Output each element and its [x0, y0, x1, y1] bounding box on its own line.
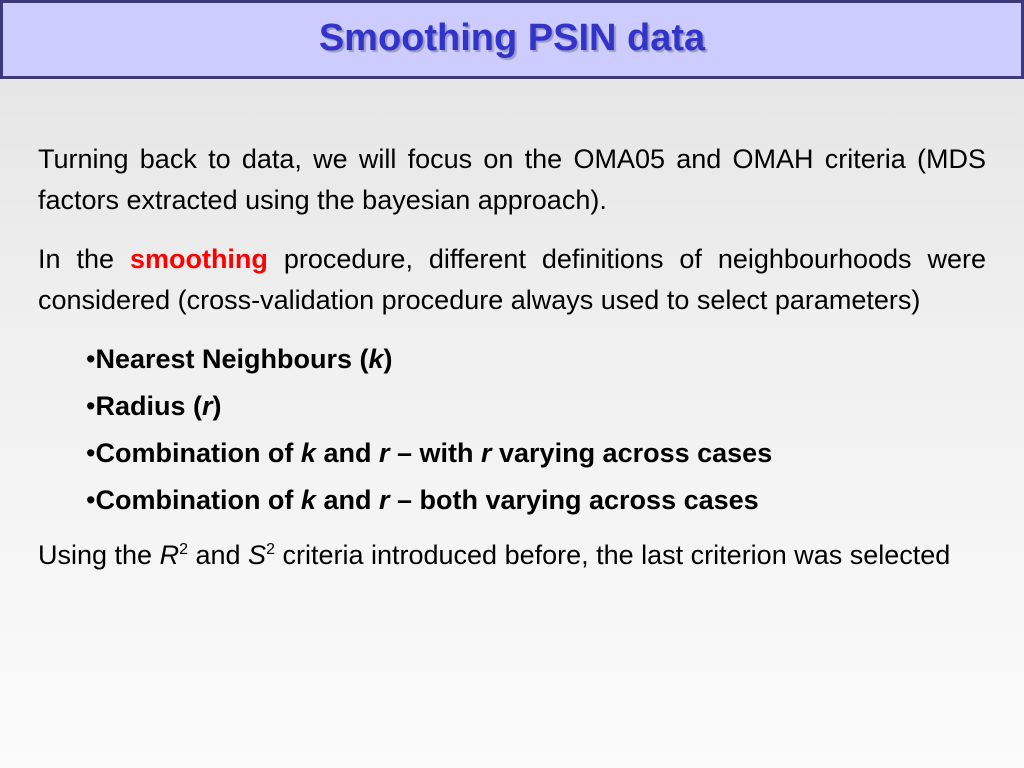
paragraph-smoothing-start: In the: [38, 244, 130, 274]
paragraph-smoothing: [38, 239, 986, 321]
bullet-icon: •: [86, 438, 96, 468]
neighbourhood-list: [38, 339, 986, 521]
bullet-icon: •: [86, 391, 96, 421]
paragraph-intro: Turning back to data, we will focus on the OMA05 and OMAH criteria (MDS factors extracted using the bayesian approach).: [38, 144, 986, 215]
symbol-s: S: [248, 540, 267, 570]
symbol-r: R: [159, 540, 180, 570]
list-item-combination-both-varying: •Combination of k and r – both varying across cases: [86, 485, 759, 515]
list-item-nearest-neighbours: •Nearest Neighbours (k): [86, 344, 393, 374]
paragraph-smoothing-rest: procedure, different definitions of neighbourhoods were considered (cross-validation procedure always used to select parameters): [38, 244, 986, 315]
bullet-icon: •: [86, 485, 96, 515]
paragraph-conclusion: Using the $R^2$ and $S^2$ criteria introduced before, the last criterion was selected: [38, 540, 951, 570]
highlight-smoothing: smoothing: [129, 244, 268, 274]
slide-title-bar: [0, 0, 1024, 79]
bullet-icon: •: [86, 344, 96, 374]
slide-title: Smoothing PSIN data: [318, 17, 706, 59]
list-item-radius: •Radius (r): [86, 391, 222, 421]
list-item-combination-r-varying: •Combination of k and r – with r varying across cases: [86, 438, 773, 468]
slide-body: [38, 139, 986, 594]
